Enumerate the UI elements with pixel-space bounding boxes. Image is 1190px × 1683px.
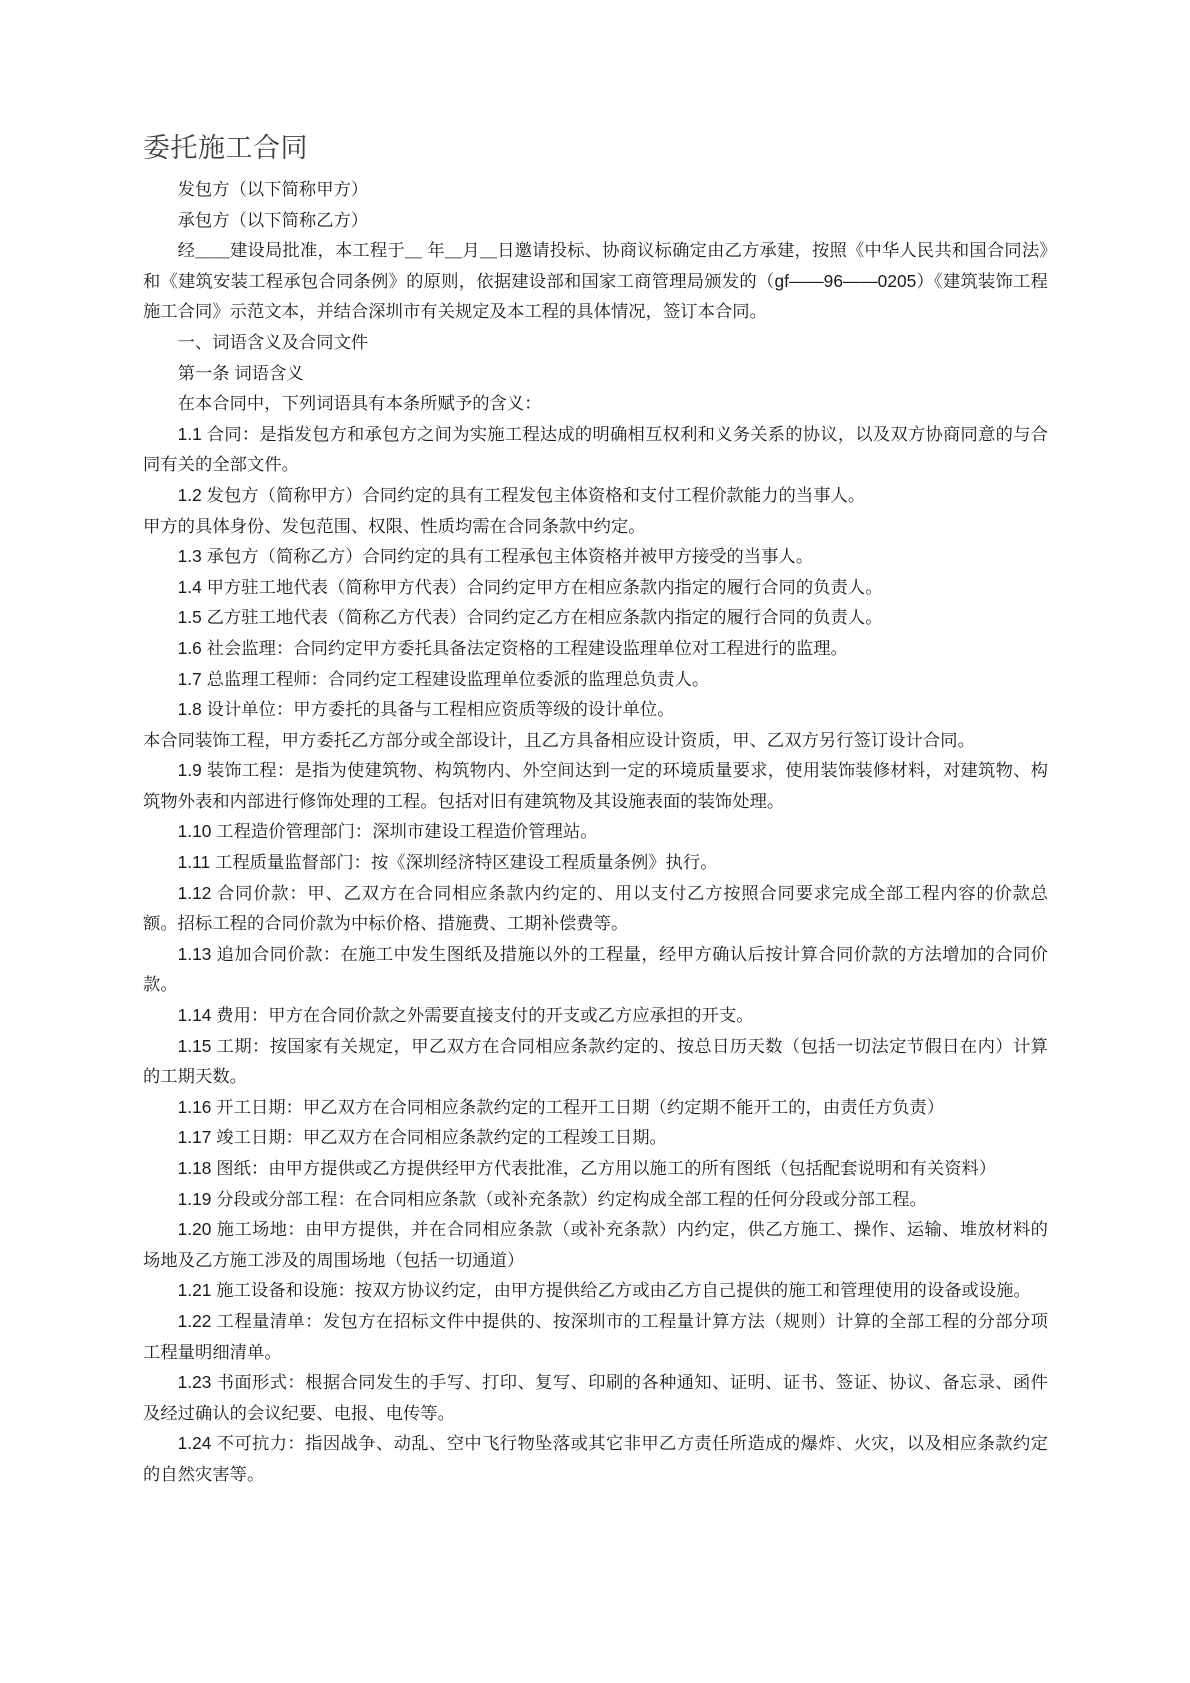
clause-1-24: 1.24 不可抗力：指因战争、动乱、空中飞行物坠落或其它非甲乙方责任所造成的爆炸、火灾，以及相应条款约定的自然灾害等。 xyxy=(143,1433,1048,1484)
clause-1-3: 1.3 承包方（简称乙方）合同约定的具有工程承包主体资格并被甲方接受的当事人。 xyxy=(177,546,814,567)
clause-1-22: 1.22 工程量清单：发包方在招标文件中提供的、按深圳市的工程量计算方法（规则）计算的全部工程的分部分项工程量明细清单。 xyxy=(143,1310,1048,1362)
clause-1-11: 1.11 工程质量监督部门：按《深圳经济特区建设工程质量条例》执行。 xyxy=(177,852,718,873)
clause-1-2-note: 甲方的具体身份、发包范围、权限、性质均需在合同条款中约定。 xyxy=(143,515,646,536)
heading-section-1: 一、词语含义及合同文件 xyxy=(177,331,369,352)
clause-1-13: 1.13 追加合同价款：在施工中发生图纸及措施以外的工程量，经甲方确认后按计算合同价款的方法增加的合同价款。 xyxy=(143,943,1048,995)
paragraph-lead-in: 在本合同中，下列词语具有本条所赋予的含义： xyxy=(177,393,542,414)
heading-article-1: 第一条 词语含义 xyxy=(177,362,304,383)
clause-1-21: 1.21 施工设备和设施：按双方协议约定，由甲方提供给乙方或由乙方自己提供的施工和管理使用的设备或设施。 xyxy=(177,1280,1031,1301)
clause-1-14: 1.14 费用：甲方在合同价款之外需要直接支付的开支或乙方应承担的开支。 xyxy=(177,1005,754,1026)
clause-1-20: 1.20 施工场地：由甲方提供，并在合同相应条款（或补充条款）内约定，供乙方施工、操作、运输、堆放材料的场地及乙方施工涉及的周围场地（包括一切通道） xyxy=(143,1219,1048,1270)
page-title: 委托施工合同 xyxy=(143,133,308,163)
clause-1-8: 1.8 设计单位：甲方委托的具备与工程相应资质等级的设计单位。 xyxy=(177,699,675,720)
paragraph-preamble: 经＿＿建设局批准，本工程于＿ 年＿月＿日邀请投标、协商议标确定由乙方承建，按照《中华人民共和国合同法》和《建筑安装工程承包合同条例》的原则，依据建设部和国家工商管理局颁发的（gf——96——0205）《建筑装饰工程施工合同》示范文本，并结合深圳市有关规定及本工程的具体情况，签订本合同。 xyxy=(143,240,1048,322)
clause-1-5: 1.5 乙方驻工地代表（简称乙方代表）合同约定乙方在相应条款内指定的履行合同的负责人。 xyxy=(177,607,883,628)
clause-1-23: 1.23 书面形式：根据合同发生的手写、打印、复写、印刷的各种通知、证明、证书、签证、协议、备忘录、函件及经过确认的会议纪要、电报、电传等。 xyxy=(143,1372,1048,1423)
clause-1-7: 1.7 总监理工程师：合同约定工程建设监理单位委派的监理总负责人。 xyxy=(177,668,710,689)
clause-1-2: 1.2 发包方（简称甲方）合同约定的具有工程发包主体资格和支付工程价款能力的当事人。 xyxy=(177,484,866,505)
clause-1-12: 1.12 合同价款：甲、乙双方在合同相应条款内约定的、用以支付乙方按照合同要求完成全部工程内容的价款总额。招标工程的合同价款为中标价格、措施费、工期补偿费等。 xyxy=(143,882,1048,934)
paragraph-party-b: 承包方（以下简称乙方） xyxy=(177,209,369,230)
clause-1-18: 1.18 图纸：由甲方提供或乙方提供经甲方代表批准，乙方用以施工的所有图纸（包括配套说明和有关资料） xyxy=(177,1158,997,1178)
clause-1-8-note: 本合同装饰工程，甲方委托乙方部分或全部设计，且乙方具备相应设计资质，甲、乙双方另行签订设计合同。 xyxy=(143,729,975,750)
clause-1-9: 1.9 装饰工程：是指为使建筑物、构筑物内、外空间达到一定的环境质量要求，使用装饰装修材料，对建筑物、构筑物外表和内部进行修饰处理的工程。包括对旧有建筑物及其设施表面的装饰处理。 xyxy=(143,760,1048,811)
clause-1-16: 1.16 开工日期：甲乙双方在合同相应条款约定的工程开工日期（约定期不能开工的，由责任方负责） xyxy=(177,1096,945,1117)
clause-1-19: 1.19 分段或分部工程：在合同相应条款（或补充条款）约定构成全部工程的任何分段或分部工程。 xyxy=(177,1188,927,1209)
clause-1-15: 1.15 工期：按国家有关规定，甲乙双方在合同相应条款约定的、按总日历天数（包括一切法定节假日在内）计算的工期天数。 xyxy=(143,1035,1048,1087)
clause-1-6: 1.6 社会监理：合同约定甲方委托具备法定资格的工程建设监理单位对工程进行的监理。 xyxy=(177,637,848,658)
clause-1-10: 1.10 工程造价管理部门：深圳市建设工程造价管理站。 xyxy=(177,821,598,842)
document-body xyxy=(143,128,1048,1490)
clause-1-1: 1.1 合同：是指发包方和承包方之间为实施工程达成的明确相互权利和义务关系的协议，以及双方协商同意的与合同有关的全部文件。 xyxy=(143,423,1048,475)
clause-1-4: 1.4 甲方驻工地代表（简称甲方代表）合同约定甲方在相应条款内指定的履行合同的负责人。 xyxy=(177,576,883,597)
clause-1-17: 1.17 竣工日期：甲乙双方在合同相应条款约定的工程竣工日期。 xyxy=(177,1127,667,1148)
paragraph-party-a: 发包方（以下简称甲方） xyxy=(177,179,369,199)
